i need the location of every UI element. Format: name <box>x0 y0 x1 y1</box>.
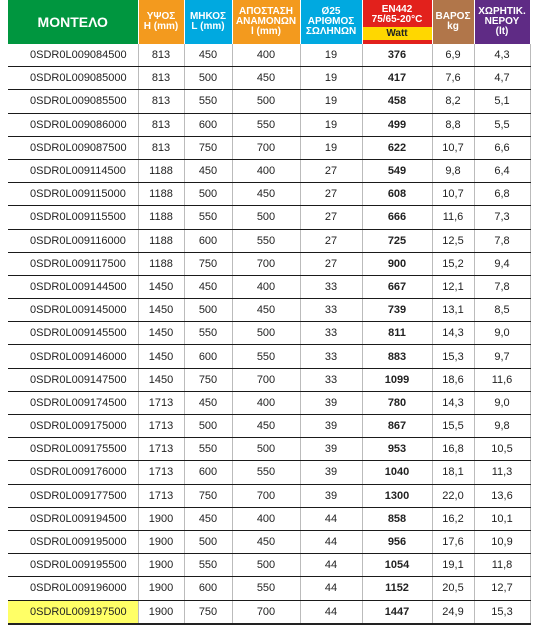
cell-model-code: 0SDR0L009115000 <box>8 183 138 206</box>
cell-weight: 20,5 <box>432 577 474 600</box>
cell-weight: 15,3 <box>432 345 474 368</box>
cell-model-code: 0SDR0L009175000 <box>8 415 138 438</box>
cell-weight: 8,2 <box>432 90 474 113</box>
table-row <box>8 507 530 530</box>
cell-tubes: 27 <box>300 159 362 182</box>
cell-distance: 550 <box>232 345 300 368</box>
cell-height: 813 <box>138 113 184 136</box>
cell-power-watt: 725 <box>362 229 432 252</box>
table-row <box>8 600 530 624</box>
cell-model-code: 0SDR0L009144500 <box>8 275 138 298</box>
cell-water-capacity: 6,6 <box>474 136 530 159</box>
cell-water-capacity: 7,8 <box>474 229 530 252</box>
cell-tubes: 27 <box>300 229 362 252</box>
table-row <box>8 391 530 414</box>
table-row <box>8 438 530 461</box>
cell-power-watt: 667 <box>362 275 432 298</box>
table-row <box>8 299 530 322</box>
cell-height: 813 <box>138 136 184 159</box>
cell-weight: 14,3 <box>432 322 474 345</box>
cell-tubes: 27 <box>300 206 362 229</box>
cell-height: 1713 <box>138 484 184 507</box>
cell-power-watt: 499 <box>362 113 432 136</box>
cell-tubes: 44 <box>300 530 362 553</box>
cell-distance: 500 <box>232 554 300 577</box>
cell-length: 550 <box>184 554 232 577</box>
cell-model-code: 0SDR0L009145000 <box>8 299 138 322</box>
cell-tubes: 44 <box>300 577 362 600</box>
cell-length: 450 <box>184 391 232 414</box>
cell-weight: 11,6 <box>432 206 474 229</box>
cell-water-capacity: 9,4 <box>474 252 530 275</box>
cell-water-capacity: 15,3 <box>474 600 530 624</box>
cell-length: 500 <box>184 183 232 206</box>
cell-height: 1900 <box>138 600 184 624</box>
cell-tubes: 33 <box>300 322 362 345</box>
cell-water-capacity: 7,8 <box>474 275 530 298</box>
cell-water-capacity: 10,1 <box>474 507 530 530</box>
cell-power-watt: 1152 <box>362 577 432 600</box>
cell-distance: 450 <box>232 67 300 90</box>
cell-water-capacity: 9,0 <box>474 322 530 345</box>
cell-water-capacity: 11,6 <box>474 368 530 391</box>
cell-model-code: 0SDR0L009194500 <box>8 507 138 530</box>
table-row <box>8 136 530 159</box>
cell-model-code: 0SDR0L009116000 <box>8 229 138 252</box>
cell-tubes: 33 <box>300 368 362 391</box>
header-length: ΜΗΚΟΣ L (mm) <box>184 0 232 44</box>
cell-distance: 700 <box>232 484 300 507</box>
cell-model-code: 0SDR0L009115500 <box>8 206 138 229</box>
cell-height: 1900 <box>138 577 184 600</box>
cell-distance: 500 <box>232 206 300 229</box>
header-distance: ΑΠΟΣΤΑΣΗ ΑΝΑΜΟΝΩΝ l (mm) <box>232 0 300 44</box>
cell-weight: 18,1 <box>432 461 474 484</box>
cell-weight: 17,6 <box>432 530 474 553</box>
cell-tubes: 39 <box>300 391 362 414</box>
cell-length: 600 <box>184 229 232 252</box>
cell-weight: 15,2 <box>432 252 474 275</box>
table-row <box>8 368 530 391</box>
cell-model-code: 0SDR0L009176000 <box>8 461 138 484</box>
table-row <box>8 275 530 298</box>
cell-length: 600 <box>184 461 232 484</box>
cell-height: 1188 <box>138 206 184 229</box>
cell-model-code: 0SDR0L009086000 <box>8 113 138 136</box>
cell-tubes: 44 <box>300 554 362 577</box>
cell-model-code: 0SDR0L009197500 <box>8 600 138 624</box>
cell-model-code: 0SDR0L009145500 <box>8 322 138 345</box>
cell-power-watt: 1099 <box>362 368 432 391</box>
cell-height: 1450 <box>138 368 184 391</box>
header-power: EN442 75/65-20°C Watt <box>362 0 432 44</box>
table-row <box>8 530 530 553</box>
cell-power-watt: 622 <box>362 136 432 159</box>
table-row <box>8 322 530 345</box>
cell-power-watt: 780 <box>362 391 432 414</box>
cell-power-watt: 867 <box>362 415 432 438</box>
cell-height: 813 <box>138 44 184 67</box>
cell-water-capacity: 9,7 <box>474 345 530 368</box>
cell-distance: 550 <box>232 577 300 600</box>
table-row <box>8 206 530 229</box>
table-body <box>8 44 530 624</box>
cell-height: 1900 <box>138 554 184 577</box>
cell-weight: 16,8 <box>432 438 474 461</box>
cell-height: 1188 <box>138 252 184 275</box>
cell-length: 550 <box>184 90 232 113</box>
cell-height: 1450 <box>138 322 184 345</box>
cell-height: 1188 <box>138 159 184 182</box>
cell-distance: 450 <box>232 415 300 438</box>
cell-model-code: 0SDR0L009196000 <box>8 577 138 600</box>
cell-distance: 700 <box>232 252 300 275</box>
cell-weight: 10,7 <box>432 136 474 159</box>
cell-height: 1450 <box>138 299 184 322</box>
cell-tubes: 39 <box>300 438 362 461</box>
cell-length: 600 <box>184 577 232 600</box>
cell-weight: 10,7 <box>432 183 474 206</box>
cell-water-capacity: 12,7 <box>474 577 530 600</box>
cell-power-watt: 666 <box>362 206 432 229</box>
cell-distance: 700 <box>232 136 300 159</box>
cell-length: 500 <box>184 415 232 438</box>
cell-distance: 500 <box>232 90 300 113</box>
cell-water-capacity: 6,8 <box>474 183 530 206</box>
cell-length: 750 <box>184 136 232 159</box>
cell-power-watt: 956 <box>362 530 432 553</box>
cell-tubes: 19 <box>300 90 362 113</box>
table-row <box>8 183 530 206</box>
cell-length: 450 <box>184 275 232 298</box>
cell-height: 1713 <box>138 438 184 461</box>
cell-length: 550 <box>184 322 232 345</box>
cell-weight: 24,9 <box>432 600 474 624</box>
cell-water-capacity: 11,8 <box>474 554 530 577</box>
cell-distance: 550 <box>232 113 300 136</box>
cell-water-capacity: 9,0 <box>474 391 530 414</box>
cell-water-capacity: 5,1 <box>474 90 530 113</box>
cell-power-watt: 1447 <box>362 600 432 624</box>
cell-tubes: 39 <box>300 484 362 507</box>
cell-tubes: 44 <box>300 507 362 530</box>
cell-power-watt: 608 <box>362 183 432 206</box>
cell-length: 750 <box>184 600 232 624</box>
cell-length: 550 <box>184 206 232 229</box>
cell-length: 450 <box>184 507 232 530</box>
cell-distance: 450 <box>232 530 300 553</box>
cell-power-watt: 858 <box>362 507 432 530</box>
cell-length: 750 <box>184 368 232 391</box>
cell-distance: 400 <box>232 275 300 298</box>
cell-distance: 700 <box>232 600 300 624</box>
cell-model-code: 0SDR0L009085000 <box>8 67 138 90</box>
cell-weight: 16,2 <box>432 507 474 530</box>
cell-water-capacity: 6,4 <box>474 159 530 182</box>
cell-power-watt: 739 <box>362 299 432 322</box>
cell-length: 500 <box>184 530 232 553</box>
cell-water-capacity: 10,5 <box>474 438 530 461</box>
table-row <box>8 577 530 600</box>
cell-model-code: 0SDR0L009195500 <box>8 554 138 577</box>
cell-weight: 8,8 <box>432 113 474 136</box>
cell-tubes: 19 <box>300 44 362 67</box>
cell-power-watt: 883 <box>362 345 432 368</box>
cell-tubes: 39 <box>300 461 362 484</box>
cell-length: 450 <box>184 44 232 67</box>
cell-weight: 22,0 <box>432 484 474 507</box>
cell-weight: 9,8 <box>432 159 474 182</box>
table-row <box>8 67 530 90</box>
cell-water-capacity: 8,5 <box>474 299 530 322</box>
cell-distance: 400 <box>232 507 300 530</box>
cell-length: 500 <box>184 67 232 90</box>
table-row <box>8 44 530 67</box>
cell-power-watt: 549 <box>362 159 432 182</box>
cell-model-code: 0SDR0L009146000 <box>8 345 138 368</box>
cell-height: 813 <box>138 67 184 90</box>
cell-weight: 15,5 <box>432 415 474 438</box>
cell-weight: 7,6 <box>432 67 474 90</box>
cell-height: 1188 <box>138 229 184 252</box>
cell-water-capacity: 13,6 <box>474 484 530 507</box>
cell-tubes: 33 <box>300 275 362 298</box>
cell-weight: 19,1 <box>432 554 474 577</box>
cell-water-capacity: 7,3 <box>474 206 530 229</box>
cell-water-capacity: 10,9 <box>474 530 530 553</box>
cell-weight: 18,6 <box>432 368 474 391</box>
cell-water-capacity: 11,3 <box>474 461 530 484</box>
header-tubes: Ø25 ΑΡΙΘΜΟΣ ΣΩΛΗΝΩΝ <box>300 0 362 44</box>
cell-distance: 400 <box>232 391 300 414</box>
cell-model-code: 0SDR0L009085500 <box>8 90 138 113</box>
table-row <box>8 554 530 577</box>
cell-weight: 12,1 <box>432 275 474 298</box>
cell-model-code: 0SDR0L009114500 <box>8 159 138 182</box>
cell-weight: 6,9 <box>432 44 474 67</box>
cell-tubes: 19 <box>300 67 362 90</box>
radiator-spec-table <box>8 0 531 625</box>
cell-power-watt: 417 <box>362 67 432 90</box>
cell-weight: 13,1 <box>432 299 474 322</box>
cell-distance: 700 <box>232 368 300 391</box>
cell-power-watt: 376 <box>362 44 432 67</box>
cell-power-watt: 1040 <box>362 461 432 484</box>
header-weight: ΒΑΡΟΣ kg <box>432 0 474 44</box>
header-power-unit: Watt <box>363 27 432 40</box>
cell-height: 1713 <box>138 415 184 438</box>
header-row <box>8 0 530 44</box>
cell-water-capacity: 5,5 <box>474 113 530 136</box>
cell-distance: 550 <box>232 461 300 484</box>
cell-power-watt: 811 <box>362 322 432 345</box>
cell-distance: 450 <box>232 183 300 206</box>
table-row <box>8 415 530 438</box>
cell-power-watt: 458 <box>362 90 432 113</box>
cell-power-watt: 1054 <box>362 554 432 577</box>
table-row <box>8 484 530 507</box>
cell-height: 1188 <box>138 183 184 206</box>
cell-tubes: 19 <box>300 113 362 136</box>
cell-model-code: 0SDR0L009177500 <box>8 484 138 507</box>
cell-water-capacity: 4,7 <box>474 67 530 90</box>
table-row <box>8 345 530 368</box>
cell-tubes: 39 <box>300 415 362 438</box>
cell-tubes: 33 <box>300 345 362 368</box>
cell-height: 1900 <box>138 507 184 530</box>
cell-model-code: 0SDR0L009147500 <box>8 368 138 391</box>
cell-height: 1450 <box>138 345 184 368</box>
cell-tubes: 19 <box>300 136 362 159</box>
cell-length: 500 <box>184 299 232 322</box>
cell-weight: 14,3 <box>432 391 474 414</box>
cell-weight: 12,5 <box>432 229 474 252</box>
cell-distance: 500 <box>232 322 300 345</box>
cell-height: 1450 <box>138 275 184 298</box>
cell-length: 750 <box>184 252 232 275</box>
cell-model-code: 0SDR0L009174500 <box>8 391 138 414</box>
cell-height: 1713 <box>138 461 184 484</box>
cell-height: 1900 <box>138 530 184 553</box>
cell-length: 600 <box>184 345 232 368</box>
table-row <box>8 113 530 136</box>
cell-length: 450 <box>184 159 232 182</box>
cell-water-capacity: 9,8 <box>474 415 530 438</box>
cell-power-watt: 1300 <box>362 484 432 507</box>
cell-water-capacity: 4,3 <box>474 44 530 67</box>
table-row <box>8 90 530 113</box>
cell-model-code: 0SDR0L009087500 <box>8 136 138 159</box>
table-row <box>8 252 530 275</box>
cell-height: 1713 <box>138 391 184 414</box>
header-height: ΥΨΟΣ H (mm) <box>138 0 184 44</box>
table-row <box>8 461 530 484</box>
cell-height: 813 <box>138 90 184 113</box>
cell-model-code: 0SDR0L009117500 <box>8 252 138 275</box>
cell-tubes: 27 <box>300 183 362 206</box>
cell-distance: 400 <box>232 159 300 182</box>
cell-model-code: 0SDR0L009175500 <box>8 438 138 461</box>
cell-power-watt: 953 <box>362 438 432 461</box>
cell-power-watt: 900 <box>362 252 432 275</box>
cell-distance: 400 <box>232 44 300 67</box>
cell-model-code: 0SDR0L009084500 <box>8 44 138 67</box>
header-model: ΜΟΝΤΕΛΟ <box>8 0 138 44</box>
table-row <box>8 229 530 252</box>
header-water: ΧΩΡΗΤΙΚ. ΝΕΡΟΥ (lt) <box>474 0 530 44</box>
cell-tubes: 44 <box>300 600 362 624</box>
cell-distance: 550 <box>232 229 300 252</box>
cell-distance: 450 <box>232 299 300 322</box>
cell-length: 750 <box>184 484 232 507</box>
cell-tubes: 27 <box>300 252 362 275</box>
table-row <box>8 159 530 182</box>
cell-tubes: 33 <box>300 299 362 322</box>
cell-model-code: 0SDR0L009195000 <box>8 530 138 553</box>
cell-length: 550 <box>184 438 232 461</box>
cell-length: 600 <box>184 113 232 136</box>
cell-distance: 500 <box>232 438 300 461</box>
